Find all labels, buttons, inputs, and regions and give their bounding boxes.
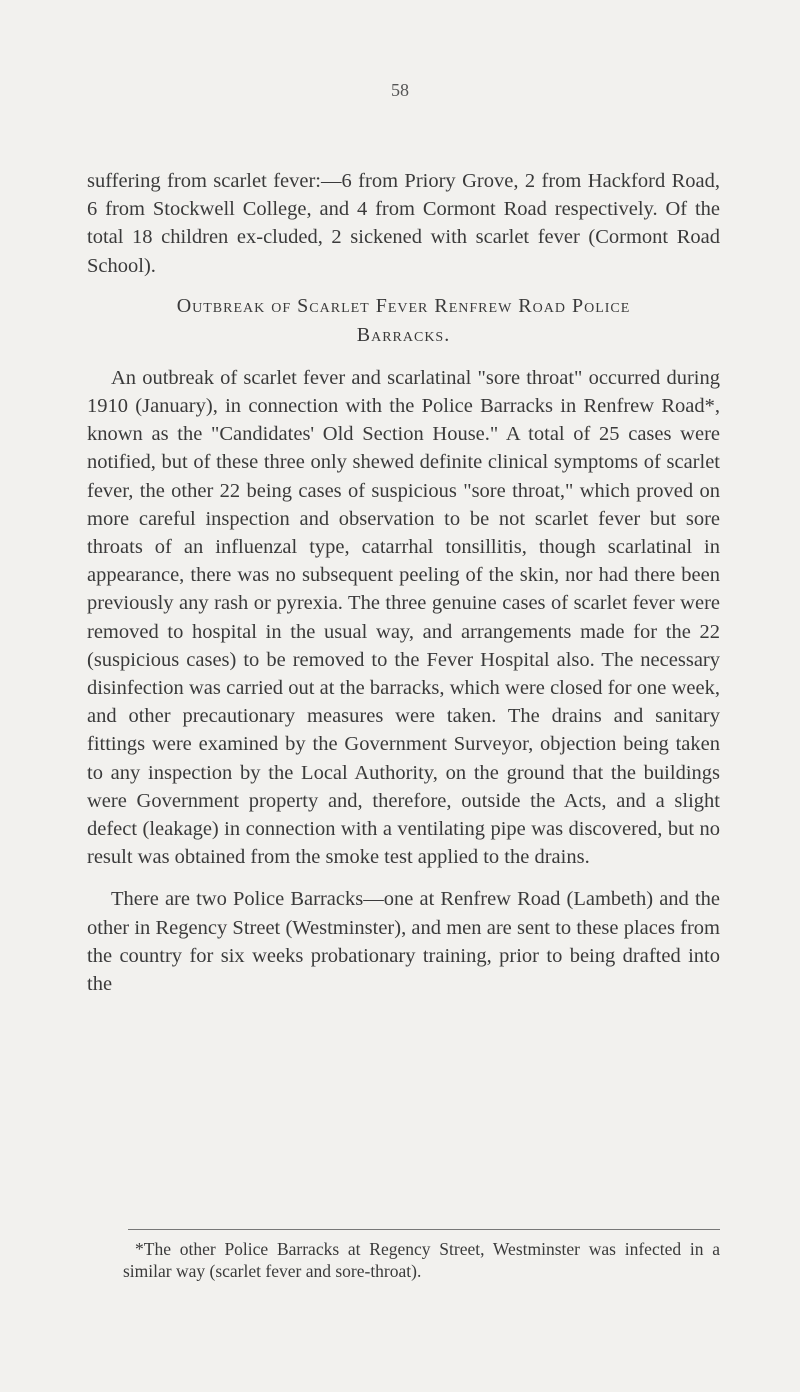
- paragraph-outbreak: An outbreak of scarlet fever and scarlatinal "sore throat" occurred during 1910 (January), in connection with the Police Barracks in Renfrew Road*, known as the "Candidates' Old Section House." A total of 25 cases were notified, but of these three only shewed definite clinical symptoms of scarlet fever, the other 22 being cases of suspicious "sore throat," which proved on more careful inspection and observation to be not scarlet fever but sore throats of an influenzal type, catarrhal tonsillitis, though scarlatinal in appearance, there was no subsequent peeling of the skin, nor had there been previously any rash or pyrexia. The three genuine cases of scarlet fever were removed to hospital in the usual way, and arrangements made for the 22 (suspicious cases) to be removed to the Fever Hospital also. The necessary disinfection was carried out at the barracks, which were closed for one week, and other precautionary measures were taken. The drains and sanitary fittings were examined by the Government Surveyor, objection being taken to any inspection by the Local Authority, on the ground that the buildings were Government property and, therefore, outside the Acts, and a slight defect (leakage) in connection with a ventilating pipe was discovered, but no result was obtained from the smoke test applied to the drains.: [87, 366, 720, 869]
- footnote-divider: [128, 1229, 720, 1230]
- paragraph-barracks: There are two Police Barracks—one at Renfrew Road (Lambeth) and the other in Regency Street (Westminster), and men are sent to these places from the country for six weeks probationary training, prior to being drafted into the: [87, 888, 720, 996]
- body-text: [87, 167, 720, 998]
- page-number: 58: [391, 80, 409, 100]
- section-heading: [87, 292, 720, 350]
- continuation-paragraph: suffering from scarlet fever:—6 from Priory Grove, 2 from Hackford Road, 6 from Stockwell College, and 4 from Cormont Road respectively. Of the total 18 children ex-cluded, 2 sickened with scarlet fever (Cormont Road School).: [87, 170, 720, 277]
- section-heading-line-2: Barracks.: [356, 323, 451, 346]
- section-heading-line-1: Outbreak of Scarlet Fever Renfrew Road Police: [176, 294, 631, 317]
- footnote: *The other Police Barracks at Regency Street, Westminster was infected in a similar way (scarlet fever and sore-throat).: [123, 1239, 720, 1281]
